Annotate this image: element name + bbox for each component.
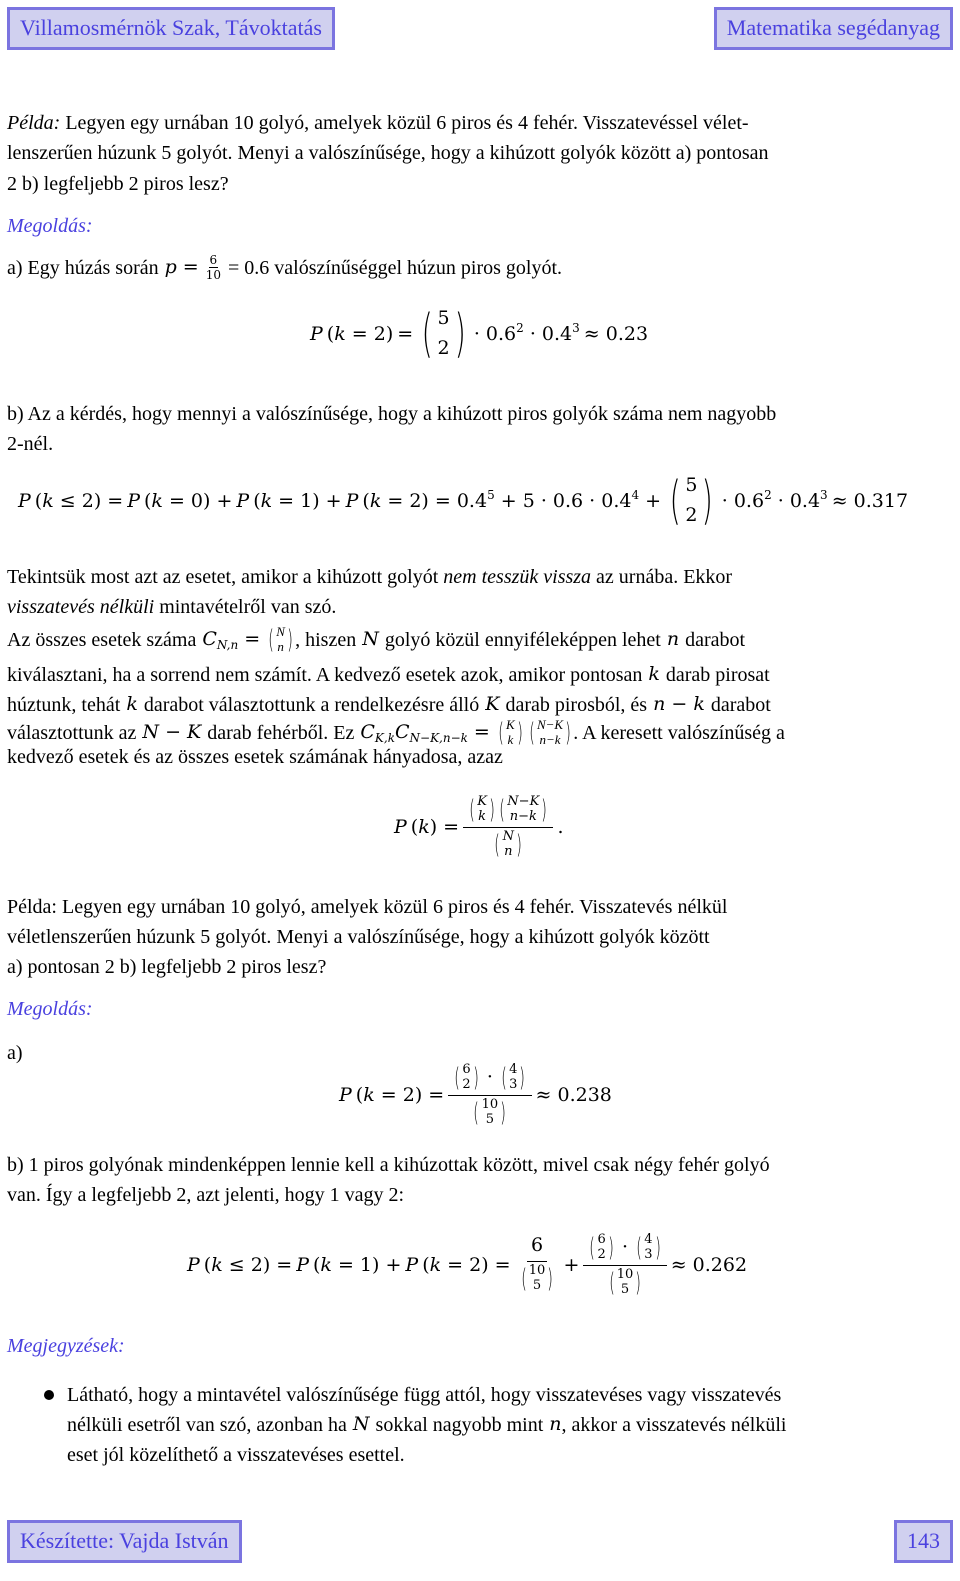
theory-line3: Az összes esetek száma $C_{N,n}$ = ( N n ) , hiszen N golyó közül ennyiféleképpen lehet n darabot <box>7 624 746 655</box>
example1-line1: Példa: Legyen egy urnában 10 golyó, amelyek közül 6 piros és 4 fehér. Visszatevéssel vélet- <box>7 112 749 134</box>
example2-part-a-label: a) <box>7 1042 23 1064</box>
example2-line3: a) pontosan 2 b) legfeljebb 2 piros lesz? <box>7 956 327 978</box>
example1-solution-label: Megoldás: <box>7 215 93 237</box>
example2-part-b-line2: van. Így a legfeljebb 2, azt jelenti, hogy 1 vagy 2: <box>7 1184 405 1206</box>
footer-author: Készítette: Vajda István <box>7 1520 242 1563</box>
example1-label: Példa: <box>7 112 61 134</box>
bullet-icon <box>44 1390 54 1400</box>
fraction-6-10: $\frac{6}{10}$ <box>205 253 221 282</box>
theory-line2: visszatevés nélküli mintavételről van szó. <box>7 596 337 618</box>
formula-p-k-2-without-replacement: P (k = 2) = ( 6 2 ) · ( 4 3 ) ( 10 5 ) ≈ 0.238 <box>339 1062 612 1128</box>
note-line3: eset jól közelíthető a visszatevéses esettel. <box>67 1444 405 1466</box>
note-line1: Látható, hogy a mintavétel valószínűsége függ attól, hogy visszatevéses vagy visszatevés <box>67 1384 782 1406</box>
theory-line7: kedvező esetek és az összes esetek számának hányadosa, azaz <box>7 746 503 768</box>
formula-p-k-le-2-without-replacement: P (k ≤ 2) = P (k = 1) + P (k = 2) = 6 ( 10 5 ) + ( 6 2 ) · ( 4 3 ) ( 10 5 ) ≈ 0.262 <box>187 1232 748 1298</box>
example1-part-b-line2: 2-nél. <box>7 433 54 455</box>
footer-page-number: 143 <box>894 1520 953 1563</box>
theory-line4: kiválasztani, ha a sorrend nem számít. A kedvező esetek azok, amikor pontosan k darab pirosat <box>7 663 770 686</box>
example2-part-b-line1: b) 1 piros golyónak mindenképpen lennie kell a kihúzottak között, mivel csak négy fehér golyó <box>7 1154 770 1176</box>
notes-label: Megjegyzések: <box>7 1335 125 1357</box>
theory-line5: húztunk, tehát k darabot választottunk a rendelkezésre álló K darab pirosból, és n − k darabot <box>7 693 771 716</box>
example1-line3: 2 b) legfeljebb 2 piros lesz? <box>7 173 229 195</box>
theory-line6: választottunk az N − K darab fehérből. Ez $C_{K,k}C_{N-K,n-k}$ = ( K k ) ( N−K n−k ) . A keresett valószínűség a <box>7 717 785 748</box>
header-left-title: Villamosmérnök Szak, Távoktatás <box>7 7 335 50</box>
example1-part-b-line1: b) Az a kérdés, hogy mennyi a valószínűsége, hogy a kihúzott piros golyók száma nem nagyobb <box>7 403 777 425</box>
example1-line2: lenszerűen húzunk 5 golyót. Menyi a valószínűsége, hogy a kihúzott golyók között a) pontosan <box>7 142 769 164</box>
note-line2: nélküli esetről van szó, azonban ha N sokkal nagyobb mint n , akkor a visszatevés nélküli <box>67 1413 787 1436</box>
example2-solution-label: Megoldás: <box>7 998 93 1020</box>
example2-line1: Példa: Legyen egy urnában 10 golyó, amelyek közül 6 piros és 4 fehér. Visszatevés nélkül <box>7 896 728 918</box>
formula-hypergeometric: P (k) = ( K k ) ( N−K n−k ) ( N n ) . <box>394 794 564 860</box>
example2-line2: véletlenszerűen húzunk 5 golyót. Menyi a valószínűsége, hogy a kihúzott golyók között <box>7 926 710 948</box>
formula-p-k-le-2: P (k ≤ 2) = P (k = 0) + P (k = 1) + P $(k = 2) = 0.4^5 + 5 \cdot 0.6 \cdot 0.4^4$ + ( 5 2 ) · $0.6^2 \cdot 0.4^3$ ≈ 0.317 <box>18 471 909 531</box>
theory-line1: Tekintsük most azt az esetet, amikor a kihúzott golyót nem tesszük vissza az urnába. Ekkor <box>7 566 733 588</box>
header-right-title: Matematika segédanyag <box>714 7 953 50</box>
formula-p-k-equals-2: P (k = 2) = ( 5 2 ) · $0.6^2 \cdot 0.4^3$ ≈ 0.23 <box>310 304 649 364</box>
example1-part-a: a) Egy húzás során p = $\frac{6}{10}$ = 0.6 valószínűséggel húzun piros golyót. <box>7 253 563 282</box>
